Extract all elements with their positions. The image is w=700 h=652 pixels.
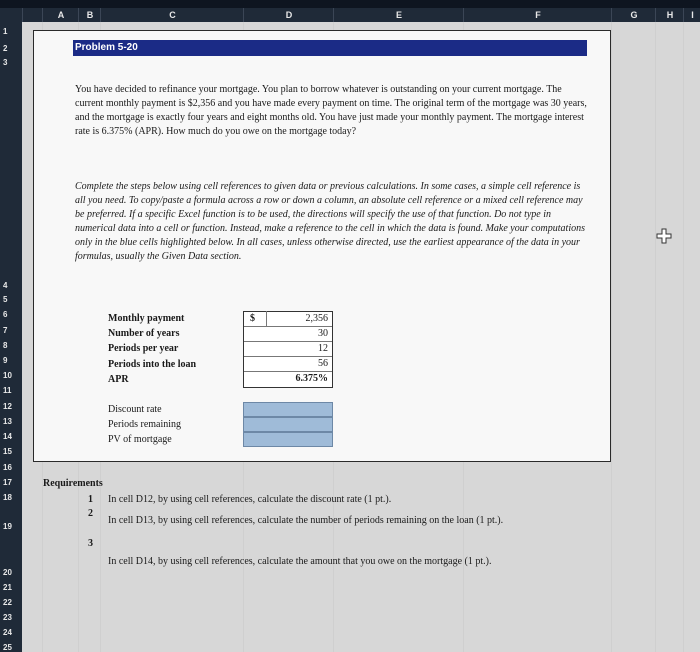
requirement-number: 3 [88, 538, 93, 549]
gridline [683, 22, 684, 652]
row-header-21[interactable]: 21 [3, 583, 12, 592]
row-header-13[interactable]: 13 [3, 417, 12, 426]
label-monthly-payment: Monthly payment [108, 313, 185, 324]
problem-description: You have decided to refinance your mortgage. You plan to borrow whatever is outstanding on your current mortgage. The current monthly payment is $2,356 and you have made every payment on time. The original term of the mortgage was 30 years, and the mortgage is exactly four years and eight months old. You have just made your monthly payment. The mortgage interest rate is 6.375% (APR). How much do you owe on the mortgage today? [75, 84, 587, 137]
label-apr: APR [108, 374, 129, 385]
row-header-4[interactable]: 4 [3, 281, 8, 290]
cell-D6[interactable] [244, 312, 332, 327]
currency-divider [266, 311, 267, 326]
problem-title: Problem 5-20 [75, 42, 138, 53]
cell-D8[interactable] [244, 342, 332, 357]
row-header-20[interactable]: 20 [3, 568, 12, 577]
requirement-text: In cell D13, by using cell references, calculate the number of periods remaining on the loan (1 pt.). [108, 515, 504, 526]
row-header-22[interactable]: 22 [3, 598, 12, 607]
input-cell-D13[interactable] [243, 417, 333, 432]
row-header-24[interactable]: 24 [3, 628, 12, 637]
row-header-9[interactable]: 9 [3, 356, 8, 365]
cell-D9[interactable] [244, 357, 332, 372]
row-header-2[interactable]: 2 [3, 44, 8, 53]
row-header-12[interactable]: 12 [3, 402, 12, 411]
requirement-number: 1 [88, 494, 93, 505]
requirement-number: 2 [88, 508, 93, 519]
gridline [611, 22, 612, 652]
row-header-14[interactable]: 14 [3, 432, 12, 441]
label-discount-rate: Discount rate [108, 404, 162, 415]
input-cell-D14[interactable] [243, 432, 333, 447]
value-monthly-payment: 2,356 [305, 313, 328, 324]
value-number-of-years: 30 [318, 328, 328, 339]
col-header-D[interactable]: D [243, 8, 334, 22]
currency-symbol: $ [250, 313, 255, 324]
col-header-I[interactable]: I [683, 8, 700, 22]
requirements-title: Requirements [43, 478, 103, 489]
row-header-18[interactable]: 18 [3, 493, 12, 502]
col-header-H[interactable]: H [655, 8, 684, 22]
row-header-1[interactable]: 1 [3, 27, 8, 36]
value-periods-per-year: 12 [318, 343, 328, 354]
row-header-19[interactable]: 19 [3, 522, 12, 531]
problem-title-bar [73, 40, 587, 56]
col-header-B[interactable]: B [78, 8, 101, 22]
requirement-text: In cell D14, by using cell references, calculate the amount that you owe on the mortgage (1 pt.). [108, 556, 492, 567]
column-header-bar [0, 0, 700, 22]
requirement-text: In cell D12, by using cell references, calculate the discount rate (1 pt.). [108, 494, 392, 505]
row-header-8[interactable]: 8 [3, 341, 8, 350]
row-header-7[interactable]: 7 [3, 326, 8, 335]
given-data-table [243, 311, 333, 388]
col-header-G[interactable]: G [611, 8, 656, 22]
gridline [655, 22, 656, 652]
row-header-10[interactable]: 10 [3, 371, 12, 380]
label-periods-into-loan: Periods into the loan [108, 359, 197, 370]
cell-cursor-icon [656, 228, 672, 244]
input-cell-D12[interactable] [243, 402, 333, 417]
label-periods-remaining: Periods remaining [108, 419, 182, 430]
row-header-23[interactable]: 23 [3, 613, 12, 622]
col-header-E[interactable]: E [333, 8, 464, 22]
row-header-bar [0, 22, 22, 652]
value-periods-into-loan: 56 [318, 358, 328, 369]
row-header-6[interactable]: 6 [3, 310, 8, 319]
row-header-16[interactable]: 16 [3, 463, 12, 472]
row-header-17[interactable]: 17 [3, 478, 12, 487]
label-periods-per-year: Periods per year [108, 343, 179, 354]
row-header-25[interactable]: 25 [3, 643, 12, 652]
header-top-strip [0, 0, 700, 8]
col-header-C[interactable]: C [100, 8, 244, 22]
col-header-F[interactable]: F [463, 8, 612, 22]
col-header-A[interactable]: A [42, 8, 79, 22]
value-apr: 6.375% [295, 373, 328, 384]
row-header-15[interactable]: 15 [3, 447, 12, 456]
instructions-text: Complete the steps below using cell references to given data or previous calculations. In some cases, a simple cell reference is all you need. To copy/paste a formula across a row or down a column, an absolute cell reference or a mixed cell reference may be preferred. If a specific Excel function is to be used, the directions will specify the use of that function. Do not type in numerical data into a cell or function. Instead, make a reference to the cell in which the data is found. Make your computations only in the blue cells highlighted below. In all cases, unless otherwise directed, use the earliest appearance of the data in your formulas, usually the Given Data section. [75, 181, 585, 262]
label-number-of-years: Number of years [108, 328, 180, 339]
row-header-3[interactable]: 3 [3, 58, 8, 67]
cell-D7[interactable] [244, 327, 332, 342]
row-header-11[interactable]: 11 [3, 386, 12, 395]
row-header-5[interactable]: 5 [3, 295, 8, 304]
label-pv-of-mortgage: PV of mortgage [108, 434, 172, 445]
cell-D10[interactable] [244, 372, 332, 387]
col-header-A[interactable] [22, 8, 43, 22]
